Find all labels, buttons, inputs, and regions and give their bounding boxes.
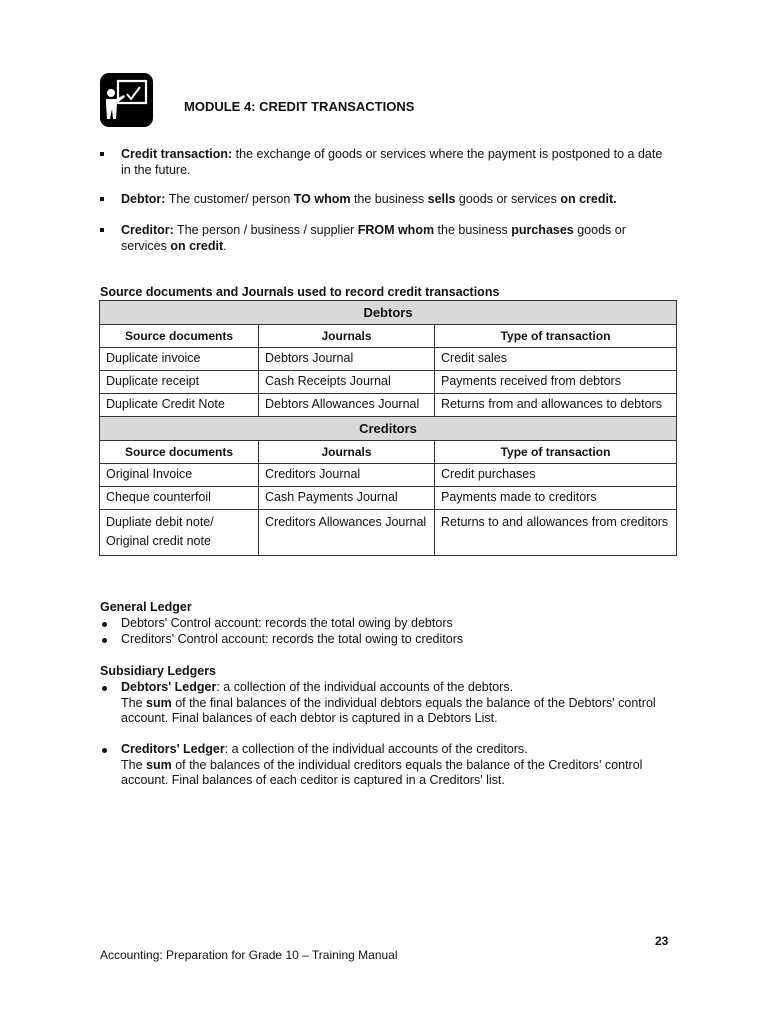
subsidiary-ledgers-heading: Subsidiary Ledgers xyxy=(100,664,217,678)
bullet-dot xyxy=(102,622,107,627)
cell-line: Original credit note xyxy=(106,534,211,548)
table-row xyxy=(100,487,677,510)
creditors-heading: Creditors xyxy=(100,417,677,441)
text-part: The customer/ person xyxy=(165,192,294,206)
column-header: Source documents xyxy=(100,441,259,464)
bold-part: sum xyxy=(146,757,172,772)
bullet-dot xyxy=(102,748,107,753)
column-header: Journals xyxy=(259,325,435,348)
definition-creditor xyxy=(100,223,670,254)
table-cell: Original Invoice xyxy=(100,464,259,487)
term: Debtors' Ledger xyxy=(121,680,217,694)
table-cell: Payments made to creditors xyxy=(435,487,677,510)
text-part: goods or services xyxy=(455,192,561,206)
term: Creditor: xyxy=(121,223,174,237)
definition-text: the exchange of goods or services where the payment is postponed to a date in the future. xyxy=(121,147,663,177)
text-part: goods or services xyxy=(121,223,626,253)
table-row xyxy=(100,348,677,371)
column-header-row xyxy=(100,325,677,348)
creditors-heading-row xyxy=(100,417,677,441)
bullet-dot xyxy=(102,686,107,691)
table-row xyxy=(100,371,677,394)
list-item xyxy=(100,632,680,648)
bold-part: purchases xyxy=(511,223,574,237)
list-item xyxy=(100,616,680,632)
text-part: : a collection of the individual accounts of the creditors. xyxy=(224,742,528,756)
text-part: the business xyxy=(434,223,512,237)
column-header: Type of transaction xyxy=(435,325,677,348)
table-cell: Cheque counterfoil xyxy=(100,487,259,510)
definition-credit-transaction xyxy=(100,147,670,178)
column-header: Journals xyxy=(259,441,435,464)
table-cell: Credit purchases xyxy=(435,464,677,487)
table-cell: Returns to and allowances from creditors xyxy=(435,510,677,556)
text-part: the business xyxy=(350,192,428,206)
footer-text: Accounting: Preparation for Grade 10 – Training Manual xyxy=(100,948,398,962)
table-cell: Payments received from debtors xyxy=(435,371,677,394)
source-documents-table xyxy=(99,300,677,556)
table-cell: Duplicate invoice xyxy=(100,348,259,371)
bold-part: FROM whom xyxy=(357,223,435,237)
table-cell xyxy=(100,510,259,556)
bullet-square xyxy=(100,197,104,201)
bold-part: on credit xyxy=(170,238,224,253)
column-header: Source documents xyxy=(100,325,259,348)
table-cell: Duplicate receipt xyxy=(100,371,259,394)
bold-part: on credit. xyxy=(560,192,617,206)
bullet-dot xyxy=(102,638,107,643)
table-cell: Cash Receipts Journal xyxy=(259,371,435,394)
table-cell: Credit sales xyxy=(435,348,677,371)
text-part: The xyxy=(121,757,147,772)
term: Debtor: xyxy=(121,192,166,206)
text-part: . xyxy=(223,238,227,253)
table-cell: Creditors Allowances Journal xyxy=(259,510,435,556)
bold-part: TO whom xyxy=(293,192,351,206)
term: Credit transaction: xyxy=(121,147,233,161)
list-item-text: Debtors' Control account: records the total owing by debtors xyxy=(121,616,453,630)
table-cell: Returns from and allowances to debtors xyxy=(435,394,677,417)
general-ledger-heading: General Ledger xyxy=(100,600,192,614)
column-header-row xyxy=(100,441,677,464)
list-item-debtors-ledger xyxy=(100,680,680,727)
table-row xyxy=(100,510,677,556)
text-part: The xyxy=(121,695,147,710)
definition-debtor xyxy=(100,192,670,208)
list-item-creditors-ledger xyxy=(100,742,680,789)
table-cell: Cash Payments Journal xyxy=(259,487,435,510)
table-cell: Debtors Journal xyxy=(259,348,435,371)
text-part: of the balances of the individual creditors equals the balance of the Creditors' control account. Final balances of each ceditor is captured in a Creditors' list. xyxy=(121,757,643,787)
text-part: of the final balances of the individual debtors equals the balance of the Debtors' control account. Final balances of each debtor is captured in a Debtors List. xyxy=(121,695,656,725)
table-cell: Duplicate Credit Note xyxy=(100,394,259,417)
table-row xyxy=(100,394,677,417)
module-title: MODULE 4: CREDIT TRANSACTIONS xyxy=(184,99,415,114)
table-row xyxy=(100,464,677,487)
table-cell: Creditors Journal xyxy=(259,464,435,487)
text-part: The person / business / supplier xyxy=(173,223,358,237)
page-number: 23 xyxy=(655,934,669,948)
bullet-square xyxy=(100,228,104,232)
debtors-heading: Debtors xyxy=(100,301,677,325)
column-header: Type of transaction xyxy=(435,441,677,464)
table-cell: Debtors Allowances Journal xyxy=(259,394,435,417)
table-title: Source documents and Journals used to record credit transactions xyxy=(100,285,500,299)
term: Creditors' Ledger xyxy=(121,742,225,756)
bullet-square xyxy=(100,152,104,156)
debtors-heading-row xyxy=(100,301,677,325)
cell-line: Dupliate debit note/ xyxy=(106,515,214,529)
list-item-text: Creditors' Control account: records the total owing to creditors xyxy=(121,632,464,646)
teacher-at-board-icon xyxy=(100,73,153,127)
text-part: : a collection of the individual accounts of the debtors. xyxy=(216,680,514,694)
bold-part: sum xyxy=(146,695,172,710)
bold-part: sells xyxy=(427,192,456,206)
